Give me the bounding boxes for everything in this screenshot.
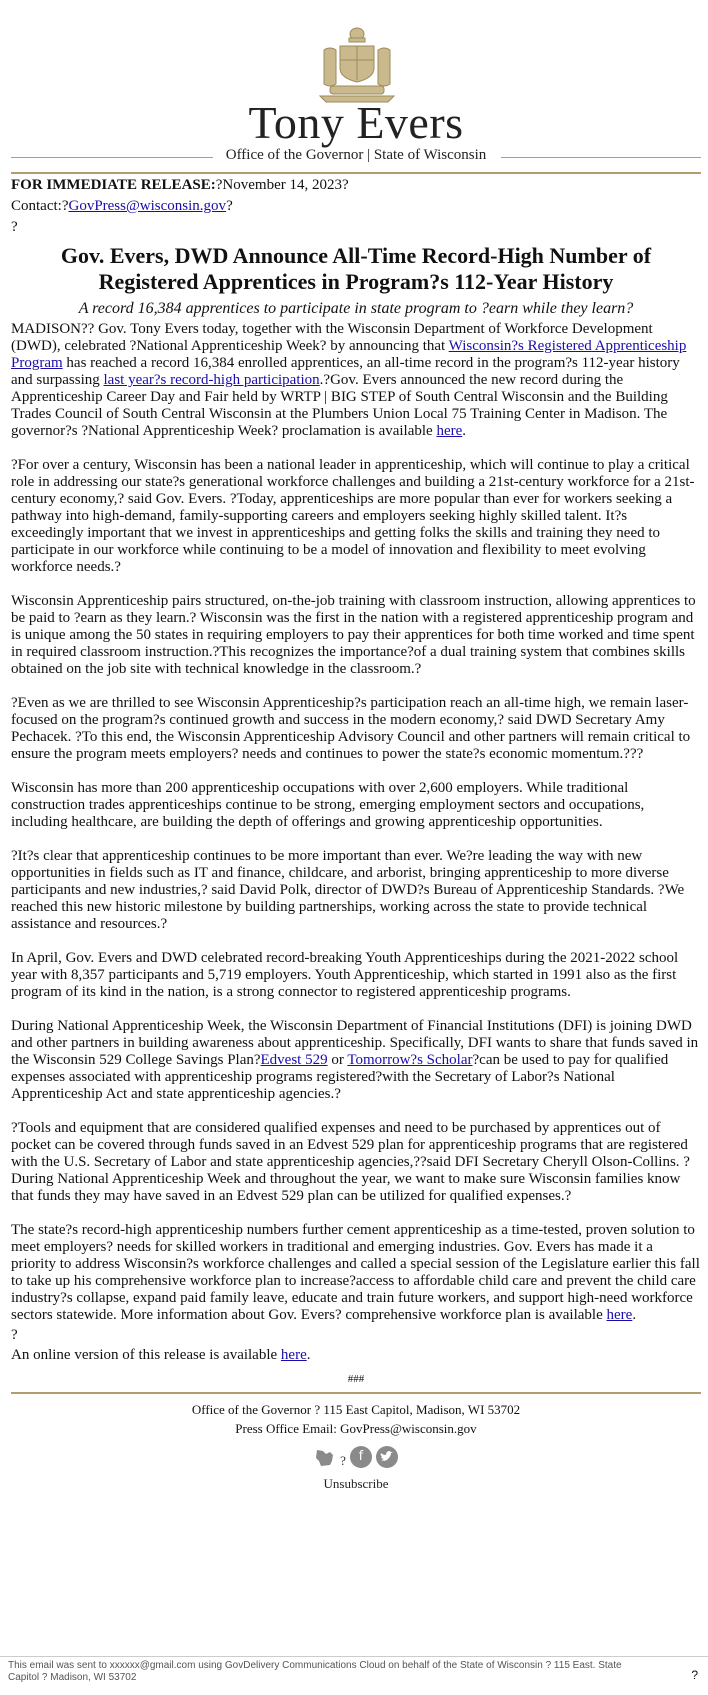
- p8-text-c: ?can be used to pay for qualified expenses associated with apprenticeship programs registered?with the Secretary of Labor?s National Apprenticeship Act and state apprenticeship agencies.?: [11, 1052, 669, 1102]
- twitter-icon[interactable]: [376, 1446, 398, 1468]
- paragraph-8: [11, 1018, 701, 1103]
- email-content: [11, 0, 701, 1493]
- paragraph-9: ?Tools and equipment that are considered qualified expenses and need to be purchased by apprentices out of pocket can be covered through funds saved in an Edvest 529 plan for apprenticeship programs that are registered with the U.S. Secretary of Labor and state apprenticeship agencies,??said DFI Secretary Cheryll Olson-Collins. ?During National Apprenticeship Week and throughout the year, we want to make sure Wisconsin families know that funds they may have saved in an Edvest 529 plan can be utilized for qualified expenses.?: [11, 1120, 690, 1204]
- contact-email-link[interactable]: GovPress@wisconsin.gov: [68, 198, 227, 214]
- blank-line: ?: [11, 219, 18, 235]
- footer: [11, 1400, 701, 1493]
- subheadline: A record 16,384 apprentices to participate in state program to ?earn while they learn?: [78, 300, 634, 317]
- p1-text-a: MADISON?? Gov. Tony Evers today, together with the Wisconsin Department of Workforce Development (DWD), celebrated ?National Apprenticeship Week? by announcing that: [11, 321, 653, 354]
- last-year-participation-link[interactable]: last year?s record-high participation: [103, 372, 320, 388]
- p1-text-d: .: [462, 423, 467, 439]
- paragraph-10: [11, 1222, 701, 1324]
- online-version-link[interactable]: here: [280, 1347, 307, 1363]
- bottom-question-mark: ?: [691, 1668, 698, 1682]
- delivery-note: This email was sent to xxxxxx@gmail.com using GovDelivery Communications Cloud on behalf of the State of Wisconsin ? 115 East. State Capitol ? Madison, WI 53702: [8, 1660, 622, 1683]
- registered-apprenticeship-link[interactable]: Wisconsin?s Registered Apprenticeship Program: [11, 338, 687, 371]
- footer-press-email: Press Office Email: GovPress@wisconsin.gov: [235, 1421, 477, 1436]
- headline: Gov. Evers, DWD Announce All-Time Record-High Number of Registered Apprentices in Program?s 112-Year History: [60, 243, 652, 294]
- release-label: FOR IMMEDIATE RELEASE:: [11, 177, 216, 193]
- proclamation-link[interactable]: here: [436, 423, 463, 439]
- p10-text-a: The state?s record-high apprenticeship numbers further cement apprenticeship as a time-tested, proven solution to meet employers? needs for skilled workers in traditional and emerging industries. Gov. Evers has made it a priority to address Wisconsin?s workforce challenges and called a special session of the Legislature earlier this fall to take up his comprehensive workforce plan to increase?access to affordable child care and prevent the child care industry?s collapse, expand paid family leave, educate and train future workers, and support high-need workforce sectors statewide. More information about Gov. Evers? comprehensive workforce plan is available: [11, 1222, 700, 1323]
- online-text-a: An online version of this release is available: [11, 1347, 281, 1363]
- facebook-icon[interactable]: f: [350, 1446, 372, 1468]
- contact-line: [11, 196, 701, 216]
- release-line: [11, 175, 701, 195]
- p8-text-b: or: [327, 1052, 348, 1068]
- bottom-divider: [0, 1656, 708, 1657]
- blank-line-2: ?: [11, 1327, 18, 1343]
- governor-name: Tony Evers: [248, 97, 464, 148]
- end-marker: ###: [347, 1373, 365, 1385]
- tomorrows-scholar-link[interactable]: Tomorrow?s Scholar: [347, 1052, 473, 1068]
- p8-text-a: During National Apprenticeship Week, the Wisconsin Department of Financial Institutions (DFI) is joining DWD and other partners in building awareness about apprenticeship. Specifically, DFI wants to share that funds saved in the Wisconsin 529 College Savings Plan?: [11, 1018, 699, 1068]
- paragraph-7: In April, Gov. Evers and DWD celebrated record-breaking Youth Apprenticeships during the 2021-2022 school year with 8,357 participants and 5,719 employers. Youth Apprenticeship, which started in 1991 also as the first program of its kind in the nation, is a strong connector to registered apprenticeship programs.: [11, 950, 679, 1000]
- wisconsin-seal-icon: [316, 20, 398, 104]
- release-date: ?November 14, 2023?: [215, 177, 349, 193]
- social-separator: ?: [340, 1453, 346, 1468]
- workforce-plan-link[interactable]: here: [606, 1307, 633, 1323]
- online-version-line: [11, 1346, 701, 1364]
- p10-text-b: .: [632, 1307, 637, 1323]
- release-meta: [11, 175, 701, 237]
- paragraph-4: ?Even as we are thrilled to see Wisconsin Apprenticeship?s participation reach an all-time high, we remain laser-focused on the program?s continued growth and success in the modern economy,? said DWD Secretary Amy Pechacek. ?To this end, the Wisconsin Apprenticeship Advisory Council and other partners will remain critical to ensure the program meets employers? needs and continues to power the state?s economic momentum.???: [11, 695, 691, 762]
- p1-text-b: has reached a record 16,384 enrolled apprentices, an all-time record in the program?s 112-year history and surpassing: [11, 355, 680, 388]
- footer-divider: [11, 1392, 701, 1394]
- online-text-b: .: [306, 1347, 311, 1363]
- paragraph-5: Wisconsin has more than 200 apprenticeship occupations with over 2,600 employers. While traditional construction trades apprenticeships continue to be strong, emerging employment sectors and occupations, including healthcare, are building the depth of offerings and growing apprenticeship opportunities.: [11, 780, 645, 830]
- article-body: [11, 321, 701, 1364]
- contact-label: Contact:?: [11, 198, 69, 214]
- office-line: [11, 147, 701, 167]
- social-links: [11, 1444, 701, 1470]
- footer-address: Office of the Governor ? 115 East Capitol, Madison, WI 53702: [191, 1402, 521, 1417]
- wisconsin-map-icon[interactable]: [314, 1446, 336, 1468]
- paragraph-1: [11, 321, 701, 440]
- office-title: Office of the Governor | State of Wisconsin: [225, 147, 487, 163]
- unsubscribe-link[interactable]: Unsubscribe: [323, 1476, 389, 1491]
- p1-text-c: .?Gov. Evers announced the new record during the Apprenticeship Career Day and Fair held by WRTP | BIG STEP of South Central Wisconsin and the Building Trades Council of South Central Wisconsin at the Plumbers Union Local 75 Training Center in Madison. The governor?s ?National Apprenticeship Week? proclamation is available: [11, 372, 668, 439]
- letterhead: [11, 0, 701, 172]
- edvest-link[interactable]: Edvest 529: [260, 1052, 328, 1068]
- header-divider: [11, 172, 701, 174]
- paragraph-3: Wisconsin Apprenticeship pairs structured, on-the-job training with classroom instruction, allowing apprentices to be paid to ?earn as they learn.? Wisconsin was the first in the nation with a registered apprenticeship program and is unique among the 50 states in requiring employers to pay their apprentices for both time worked and time spent in required classroom instruction.?This recognizes the importance?of a dual training system that combines skills obtained on the job site with technical knowledge in the classroom.?: [11, 593, 696, 677]
- contact-suffix: ?: [226, 198, 233, 214]
- paragraph-6: ?It?s clear that apprenticeship continues to be more important than ever. We?re leading the way with new opportunities in fields such as IT and finance, childcare, and arborist, bringing apprenticeship to more diverse participants and new industries,? said David Polk, director of DWD?s Bureau of Apprenticeship Standards. ?We reached this new historic milestone by building partnerships, working across the state to provide technical assistance and resources.?: [11, 848, 685, 932]
- paragraph-2: ?For over a century, Wisconsin has been a national leader in apprenticeship, which will continue to play a critical role in addressing our state?s generational workforce challenges and building a 21st-century workforce for a 21st-century economy,? said Gov. Evers. ?Today, apprenticeships are more popular than ever for workers seeking a pathway into high-demand, family-supporting careers and employers seeking highly skilled talent. It?s exceedingly important that we invest in apprenticeships and getting folks the skills and training they need to participate in our workforce while continuing to be a model of innovation and flexibility to meet evolving workforce needs.?: [11, 457, 695, 575]
